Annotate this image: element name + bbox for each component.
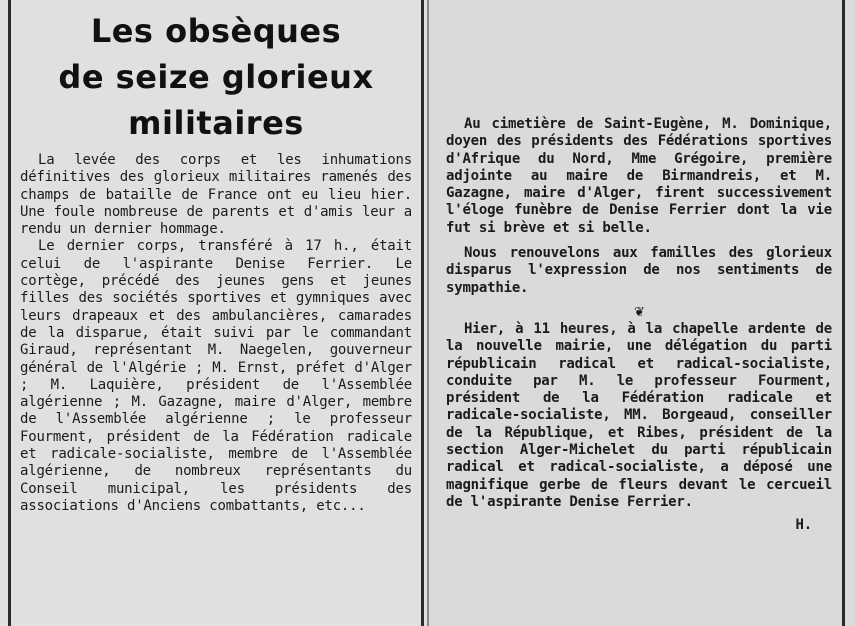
right-column-text — [446, 116, 832, 535]
section-ornament-icon: ❦ — [634, 300, 644, 320]
paragraph-cemetery: Au cimetière de Saint-Eugène, M. Dominique, doyen des présidents des Fédérations sportives d'Afrique du Nord, Mme Grégoire, première adjointe au maire de Birmandreis, et M. Gazagne, maire d'Alger, firent successivement l'éloge funèbre de Denise Ferrier dont la vie fut si brève et si belle. — [446, 116, 832, 236]
author-signature: H. — [795, 517, 812, 534]
paragraph-cortege: Le dernier corps, transféré à 17 h., était celui de l'aspirante Denise Ferrier. Le cortège, précédé des jeunes gens et jeunes filles des sociétés sportives et gymniques avec leurs drapeaux et des ambulancières, camarades de la disparue, était suivi par le commandant Giraud, représentant M. Naegelen, gouverneur général de l'Algérie ; M. Ernst, préfet d'Alger ; M. Laquière, président de l'Assemblée algérienne ; M. Gazagne, maire d'Alger, membre de l'Assemblée algérienne ; le professeur Fourment, président de la Fédération radicale et radicale-socialiste, membre de l'Assemblée algérienne, de nombreux représentants du Conseil municipal, les présidents des associations d'Anciens combattants, etc... — [20, 238, 412, 514]
left-column-text — [20, 152, 412, 515]
clipping-seam — [427, 0, 429, 626]
headline-line-2: de seize glorieux — [58, 58, 374, 96]
center-column-rule — [421, 0, 424, 626]
paragraph-sympathy: Nous renouvelons aux familles des glorieux disparus l'expression de nos sentiments de sympathie. — [446, 245, 832, 296]
paragraph-intro: La levée des corps et les inhumations définitives des glorieux militaires ramenés des champs de bataille de France ont eu lieu hier. Une foule nombreuse de parents et d'amis leur a rendu un dernier hommage. — [20, 152, 412, 238]
right-column-rule — [842, 0, 845, 626]
headline-line-1: Les obsèques — [90, 12, 342, 50]
paragraph-delegation: Hier, à 11 heures, à la chapelle ardente de la nouvelle mairie, une délégation du parti républicain radical et radical-socialiste, conduite par M. le professeur Fourment, président de la Fédération radicale et radicale-socialiste, MM. Borgeaud, conseiller de la République, et Ribes, président de la section Alger-Michelet du parti républicain radical et radical-socialiste, a déposé une magnifique gerbe de fleurs devant le cercueil de l'aspirante Denise Ferrier. — [446, 320, 832, 510]
headline-line-3: militaires — [128, 104, 304, 142]
article-headline — [18, 8, 414, 146]
left-column-rule — [8, 0, 11, 626]
